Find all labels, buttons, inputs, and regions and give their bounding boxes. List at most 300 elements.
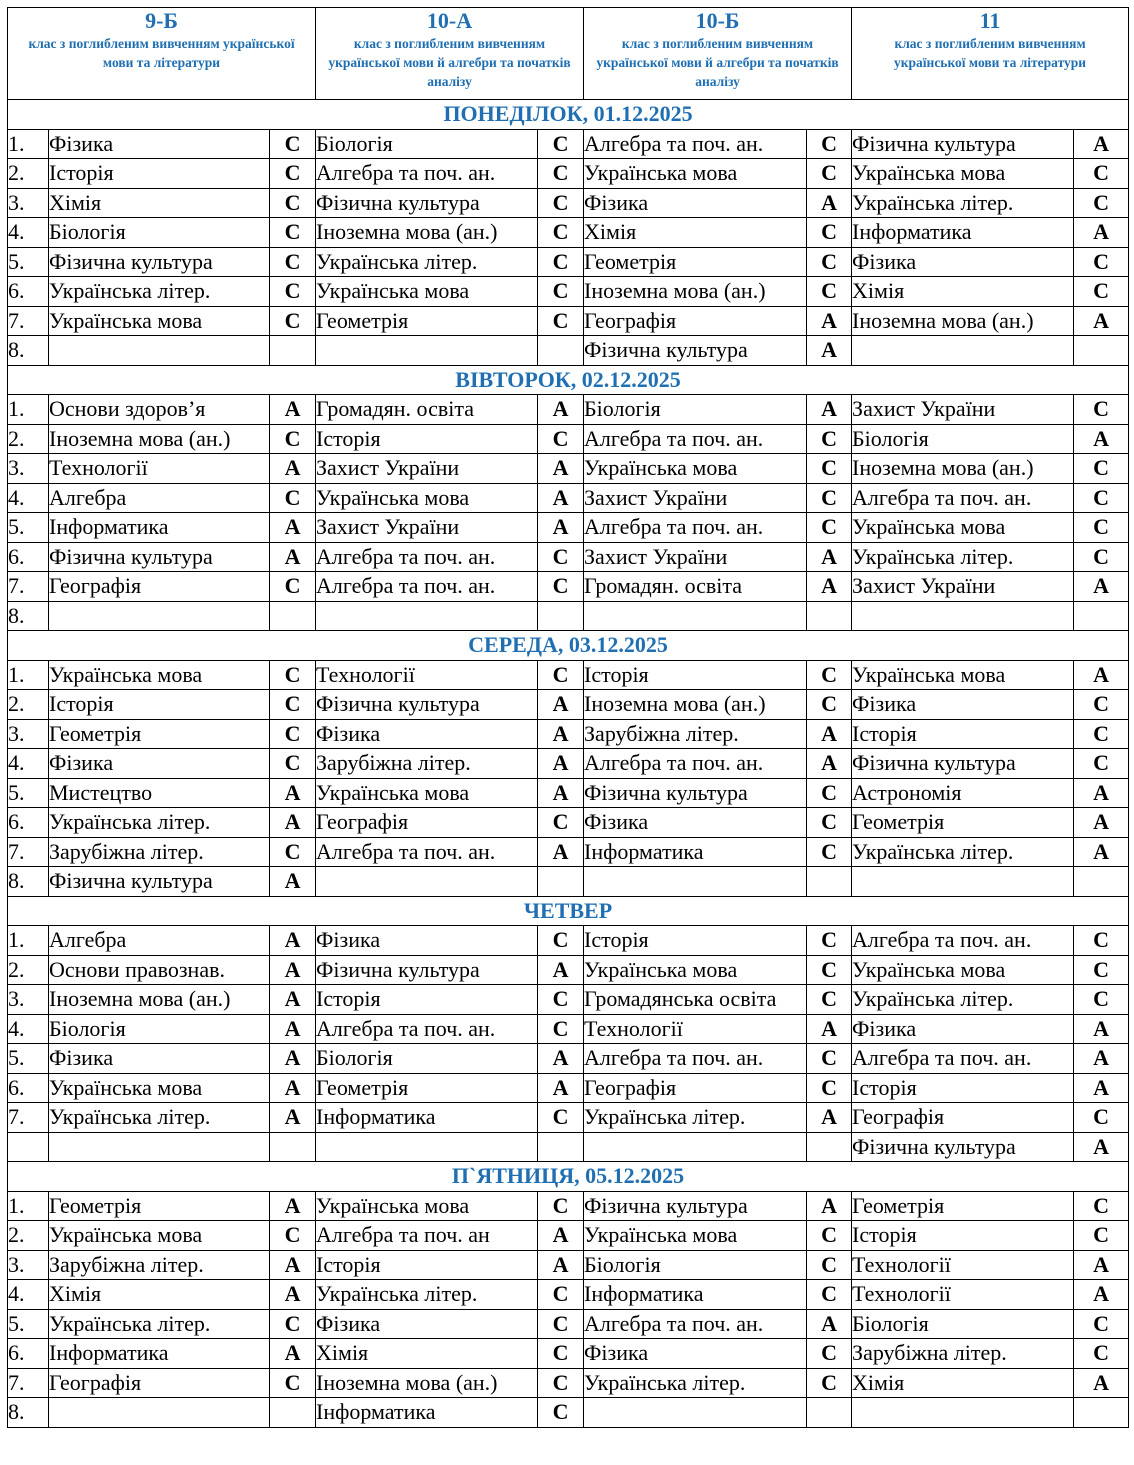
room-cell: С (538, 808, 584, 838)
lesson-number: 3. (8, 188, 49, 218)
lesson-row (8, 1073, 1129, 1103)
subject-cell: Алгебра та поч. ан. (584, 513, 807, 543)
subject-cell: Інформатика (584, 1280, 807, 1310)
subject-cell: Фізична культура (49, 867, 270, 897)
lesson-row (8, 247, 1129, 277)
subject-cell (584, 1132, 807, 1162)
room-cell (270, 1398, 316, 1428)
subject-cell: Фізика (584, 808, 807, 838)
subject-cell: Геометрія (49, 719, 270, 749)
room-cell: С (807, 660, 852, 690)
room-cell: А (270, 926, 316, 956)
room-cell: А (807, 1103, 852, 1133)
room-cell: А (270, 1339, 316, 1369)
room-cell: А (270, 1280, 316, 1310)
room-cell: С (270, 424, 316, 454)
subject-cell: Алгебра та поч. ан. (316, 1014, 538, 1044)
room-cell: А (1074, 1044, 1129, 1074)
room-cell: А (538, 690, 584, 720)
subject-cell: Іноземна мова (ан.) (316, 1368, 538, 1398)
lesson-number: 4. (8, 1014, 49, 1044)
room-cell: А (538, 1073, 584, 1103)
room-cell: С (807, 424, 852, 454)
room-cell: А (270, 1103, 316, 1133)
subject-cell: Зарубіжна літер. (49, 1250, 270, 1280)
room-cell: С (538, 660, 584, 690)
room-cell: А (1074, 218, 1129, 248)
class-header-cell (584, 8, 852, 100)
subject-cell: Українська літер. (49, 808, 270, 838)
subject-cell: Технології (316, 660, 538, 690)
subject-cell: Геометрія (852, 808, 1074, 838)
room-cell: С (270, 483, 316, 513)
subject-cell: Українська літер. (852, 985, 1074, 1015)
lesson-row (8, 306, 1129, 336)
lesson-row (8, 926, 1129, 956)
subject-cell: Геометрія (852, 1191, 1074, 1221)
class-header-cell (852, 8, 1129, 100)
room-cell: А (1074, 808, 1129, 838)
lesson-row (8, 424, 1129, 454)
room-cell: С (1074, 690, 1129, 720)
room-cell: А (807, 336, 852, 366)
subject-cell: Алгебра та поч. ан. (852, 926, 1074, 956)
room-cell: А (1074, 1132, 1129, 1162)
subject-cell: Біологія (316, 1044, 538, 1074)
subject-cell: Українська літер. (316, 1280, 538, 1310)
subject-cell: Алгебра та поч. ан. (584, 129, 807, 159)
subject-cell: Захист України (584, 542, 807, 572)
subject-cell: Хімія (49, 188, 270, 218)
room-cell: А (807, 395, 852, 425)
subject-cell: Біологія (852, 424, 1074, 454)
subject-cell (49, 601, 270, 631)
subject-cell: Алгебра та поч. ан. (316, 542, 538, 572)
subject-cell: Іноземна мова (ан.) (584, 690, 807, 720)
subject-cell: Інформатика (49, 513, 270, 543)
class-name: 11 (979, 8, 1001, 33)
room-cell: С (270, 277, 316, 307)
subject-cell: Українська літер. (316, 247, 538, 277)
subject-cell: Українська мова (49, 1073, 270, 1103)
room-cell: А (270, 1014, 316, 1044)
room-cell (538, 1132, 584, 1162)
class-description: клас з поглибленим вивченням української мови та літератури (894, 36, 1087, 70)
room-cell: С (1074, 955, 1129, 985)
room-cell: А (1074, 1014, 1129, 1044)
room-cell: А (807, 542, 852, 572)
subject-cell: Геометрія (584, 247, 807, 277)
subject-cell (316, 1132, 538, 1162)
subject-cell: Алгебра та поч. ан (316, 1221, 538, 1251)
room-cell: А (807, 1191, 852, 1221)
subject-cell (852, 867, 1074, 897)
subject-cell: Фізична культура (316, 690, 538, 720)
lesson-row (8, 542, 1129, 572)
room-cell: А (270, 1250, 316, 1280)
room-cell: С (807, 926, 852, 956)
subject-cell: Географія (584, 306, 807, 336)
subject-cell: Українська мова (316, 1191, 538, 1221)
subject-cell: Захист України (584, 483, 807, 513)
room-cell (1074, 601, 1129, 631)
room-cell: С (538, 542, 584, 572)
subject-cell: Фізична культура (316, 955, 538, 985)
subject-cell: Фізична культура (584, 1191, 807, 1221)
room-cell: С (1074, 985, 1129, 1015)
lesson-number: 1. (8, 1191, 49, 1221)
subject-cell: Українська мова (316, 778, 538, 808)
subject-cell: Іноземна мова (ан.) (49, 985, 270, 1015)
subject-cell: Українська мова (852, 955, 1074, 985)
lesson-number: 6. (8, 808, 49, 838)
lesson-row (8, 778, 1129, 808)
subject-cell: Захист України (852, 572, 1074, 602)
lesson-number: 8. (8, 336, 49, 366)
room-cell: С (270, 1368, 316, 1398)
subject-cell: Фізика (49, 749, 270, 779)
lesson-number: 1. (8, 129, 49, 159)
subject-cell: Географія (316, 808, 538, 838)
subject-cell: Громадян. освіта (316, 395, 538, 425)
subject-cell: Історія (584, 926, 807, 956)
room-cell: С (807, 985, 852, 1015)
room-cell: А (807, 719, 852, 749)
subject-cell: Алгебра та поч. ан. (316, 572, 538, 602)
room-cell: А (270, 1073, 316, 1103)
lesson-number: 6. (8, 1339, 49, 1369)
subject-cell: Фізика (852, 690, 1074, 720)
room-cell: С (538, 1014, 584, 1044)
subject-cell: Алгебра та поч. ан. (584, 1044, 807, 1074)
lesson-number: 2. (8, 955, 49, 985)
subject-cell: Основи правознав. (49, 955, 270, 985)
room-cell: С (270, 660, 316, 690)
subject-cell (584, 1398, 807, 1428)
subject-cell (316, 601, 538, 631)
room-cell: С (807, 808, 852, 838)
lesson-row (8, 218, 1129, 248)
room-cell: С (270, 129, 316, 159)
subject-cell: Інформатика (316, 1103, 538, 1133)
subject-cell: Технології (49, 454, 270, 484)
room-cell: А (270, 513, 316, 543)
room-cell: С (270, 1221, 316, 1251)
lesson-number: 2. (8, 690, 49, 720)
lesson-row (8, 690, 1129, 720)
room-cell: А (807, 1014, 852, 1044)
lesson-row (8, 1398, 1129, 1428)
subject-cell: Фізична культура (852, 129, 1074, 159)
lesson-row (8, 129, 1129, 159)
room-cell: А (538, 719, 584, 749)
lesson-row (8, 1132, 1129, 1162)
lesson-row (8, 1280, 1129, 1310)
room-cell: А (538, 1221, 584, 1251)
subject-cell: Хімія (316, 1339, 538, 1369)
subject-cell: Географія (49, 1368, 270, 1398)
lesson-row (8, 188, 1129, 218)
room-cell: С (1074, 1339, 1129, 1369)
subject-cell: Технології (852, 1280, 1074, 1310)
room-cell: А (270, 395, 316, 425)
subject-cell: Фізична культура (316, 188, 538, 218)
room-cell: С (807, 218, 852, 248)
lesson-row (8, 1339, 1129, 1369)
subject-cell: Історія (49, 159, 270, 189)
subject-cell (852, 336, 1074, 366)
room-cell: С (1074, 1221, 1129, 1251)
lesson-number: 8. (8, 1398, 49, 1428)
room-cell: С (1074, 247, 1129, 277)
lesson-row (8, 837, 1129, 867)
lesson-number: 3. (8, 719, 49, 749)
subject-cell: Зарубіжна літер. (49, 837, 270, 867)
subject-cell: Фізична культура (584, 778, 807, 808)
room-cell: А (270, 778, 316, 808)
room-cell: А (538, 837, 584, 867)
subject-cell: Українська літер. (852, 837, 1074, 867)
subject-cell: Іноземна мова (ан.) (49, 424, 270, 454)
lesson-row (8, 601, 1129, 631)
subject-cell: Іноземна мова (ан.) (852, 306, 1074, 336)
subject-cell: Фізика (49, 129, 270, 159)
room-cell: С (270, 188, 316, 218)
subject-cell (49, 1132, 270, 1162)
room-cell: С (270, 572, 316, 602)
room-cell: С (1074, 188, 1129, 218)
subject-cell: Алгебра та поч. ан. (316, 159, 538, 189)
day-title: ЧЕТВЕР (8, 896, 1129, 926)
lesson-row (8, 1368, 1129, 1398)
room-cell: А (538, 1250, 584, 1280)
schedule-table (7, 7, 1129, 1428)
room-cell: С (538, 1368, 584, 1398)
subject-cell: Біологія (316, 129, 538, 159)
class-description: клас з поглибленим вивченням української мови й алгебри та початків аналізу (596, 36, 839, 89)
lesson-number: 2. (8, 159, 49, 189)
subject-cell: Українська мова (584, 454, 807, 484)
subject-cell: Іноземна мова (ан.) (316, 218, 538, 248)
room-cell: А (1074, 778, 1129, 808)
lesson-row (8, 159, 1129, 189)
room-cell: С (538, 306, 584, 336)
room-cell: С (538, 572, 584, 602)
subject-cell: Українська мова (852, 513, 1074, 543)
subject-cell: Геометрія (316, 1073, 538, 1103)
subject-cell: Інформатика (49, 1339, 270, 1369)
subject-cell: Захист України (316, 454, 538, 484)
room-cell: А (1074, 1280, 1129, 1310)
room-cell: С (538, 1398, 584, 1428)
subject-cell: Технології (584, 1014, 807, 1044)
subject-cell: Українська літер. (584, 1103, 807, 1133)
class-header-row (8, 8, 1129, 100)
day-header-row (8, 365, 1129, 395)
room-cell: С (538, 277, 584, 307)
room-cell: С (538, 1103, 584, 1133)
subject-cell: Фізика (316, 719, 538, 749)
subject-cell: Історія (852, 1221, 1074, 1251)
lesson-number: 4. (8, 749, 49, 779)
lesson-row (8, 483, 1129, 513)
lesson-number: 4. (8, 218, 49, 248)
class-header-cell (316, 8, 584, 100)
subject-cell: Геометрія (49, 1191, 270, 1221)
class-name: 10-Б (695, 8, 740, 33)
room-cell: С (538, 159, 584, 189)
lesson-row (8, 1309, 1129, 1339)
day-title: СЕРЕДА, 03.12.2025 (8, 631, 1129, 661)
lesson-row (8, 985, 1129, 1015)
subject-cell: Фізика (584, 188, 807, 218)
room-cell (270, 1132, 316, 1162)
room-cell: С (807, 454, 852, 484)
room-cell (1074, 867, 1129, 897)
room-cell: С (270, 1309, 316, 1339)
room-cell: С (270, 837, 316, 867)
room-cell (807, 1132, 852, 1162)
room-cell: С (807, 1280, 852, 1310)
room-cell: С (270, 247, 316, 277)
subject-cell: Зарубіжна літер. (584, 719, 807, 749)
subject-cell: Геометрія (316, 306, 538, 336)
room-cell: А (1074, 1250, 1129, 1280)
subject-cell: Біологія (852, 1309, 1074, 1339)
room-cell: С (807, 1073, 852, 1103)
room-cell: С (538, 1339, 584, 1369)
room-cell: С (538, 188, 584, 218)
room-cell: А (538, 513, 584, 543)
subject-cell: Мистецтво (49, 778, 270, 808)
subject-cell: Українська літер. (584, 1368, 807, 1398)
room-cell: С (1074, 395, 1129, 425)
room-cell: А (1074, 1073, 1129, 1103)
lesson-number: 3. (8, 985, 49, 1015)
lesson-number: 5. (8, 778, 49, 808)
lesson-row (8, 454, 1129, 484)
subject-cell: Іноземна мова (ан.) (852, 454, 1074, 484)
subject-cell: Алгебра та поч. ан. (852, 483, 1074, 513)
room-cell: С (538, 424, 584, 454)
room-cell: С (807, 1250, 852, 1280)
day-header-row (8, 1162, 1129, 1192)
room-cell: А (807, 306, 852, 336)
room-cell: С (270, 749, 316, 779)
subject-cell: Інформатика (584, 837, 807, 867)
lesson-number: 7. (8, 1368, 49, 1398)
room-cell: А (1074, 1368, 1129, 1398)
room-cell: С (538, 1191, 584, 1221)
room-cell: С (807, 129, 852, 159)
room-cell: С (807, 778, 852, 808)
lesson-row (8, 749, 1129, 779)
subject-cell: Географія (584, 1073, 807, 1103)
subject-cell (584, 601, 807, 631)
subject-cell: Фізика (316, 926, 538, 956)
room-cell: А (807, 572, 852, 602)
subject-cell: Біологія (584, 1250, 807, 1280)
room-cell (538, 336, 584, 366)
subject-cell: Українська мова (584, 159, 807, 189)
room-cell: А (1074, 424, 1129, 454)
room-cell: А (270, 454, 316, 484)
room-cell: С (807, 277, 852, 307)
room-cell: С (270, 690, 316, 720)
subject-cell: Українська мова (316, 483, 538, 513)
day-title: П`ЯТНИЦЯ, 05.12.2025 (8, 1162, 1129, 1192)
room-cell: С (807, 690, 852, 720)
subject-cell: Українська мова (316, 277, 538, 307)
subject-cell: Фізика (49, 1044, 270, 1074)
room-cell: С (270, 306, 316, 336)
subject-cell: Українська мова (584, 1221, 807, 1251)
room-cell (807, 601, 852, 631)
lesson-number: 8. (8, 601, 49, 631)
room-cell: С (807, 247, 852, 277)
lesson-row (8, 513, 1129, 543)
room-cell: А (270, 985, 316, 1015)
room-cell: А (1074, 660, 1129, 690)
subject-cell: Географія (852, 1103, 1074, 1133)
subject-cell: Астрономія (852, 778, 1074, 808)
room-cell: С (1074, 1191, 1129, 1221)
lesson-number: 3. (8, 1250, 49, 1280)
lesson-number: 7. (8, 572, 49, 602)
subject-cell: Хімія (584, 218, 807, 248)
room-cell: С (1074, 513, 1129, 543)
room-cell: А (1074, 129, 1129, 159)
subject-cell: Українська літер. (852, 542, 1074, 572)
subject-cell: Фізика (584, 1339, 807, 1369)
lesson-number: 6. (8, 542, 49, 572)
subject-cell: Зарубіжна літер. (852, 1339, 1074, 1369)
room-cell: А (1074, 837, 1129, 867)
subject-cell: Географія (49, 572, 270, 602)
lesson-row (8, 1103, 1129, 1133)
lesson-number: 7. (8, 837, 49, 867)
room-cell (1074, 336, 1129, 366)
class-header-cell (8, 8, 316, 100)
subject-cell: Інформатика (316, 1398, 538, 1428)
lesson-row (8, 719, 1129, 749)
subject-cell: Історія (49, 690, 270, 720)
lesson-row (8, 808, 1129, 838)
room-cell (807, 867, 852, 897)
lesson-number: 1. (8, 395, 49, 425)
subject-cell: Іноземна мова (ан.) (584, 277, 807, 307)
room-cell: А (270, 1044, 316, 1074)
lesson-row (8, 1191, 1129, 1221)
subject-cell: Фізична культура (852, 1132, 1074, 1162)
subject-cell: Фізика (316, 1309, 538, 1339)
room-cell: А (538, 1044, 584, 1074)
subject-cell: Алгебра (49, 483, 270, 513)
lesson-row (8, 867, 1129, 897)
lesson-number: 5. (8, 513, 49, 543)
room-cell: С (807, 1339, 852, 1369)
subject-cell (316, 867, 538, 897)
room-cell: С (807, 837, 852, 867)
day-header-row (8, 100, 1129, 130)
lesson-number: 6. (8, 1073, 49, 1103)
room-cell: С (807, 159, 852, 189)
subject-cell: Алгебра та поч. ан. (584, 749, 807, 779)
subject-cell: Фізична культура (852, 749, 1074, 779)
subject-cell: Алгебра (49, 926, 270, 956)
room-cell: А (270, 808, 316, 838)
lesson-number: 2. (8, 424, 49, 454)
